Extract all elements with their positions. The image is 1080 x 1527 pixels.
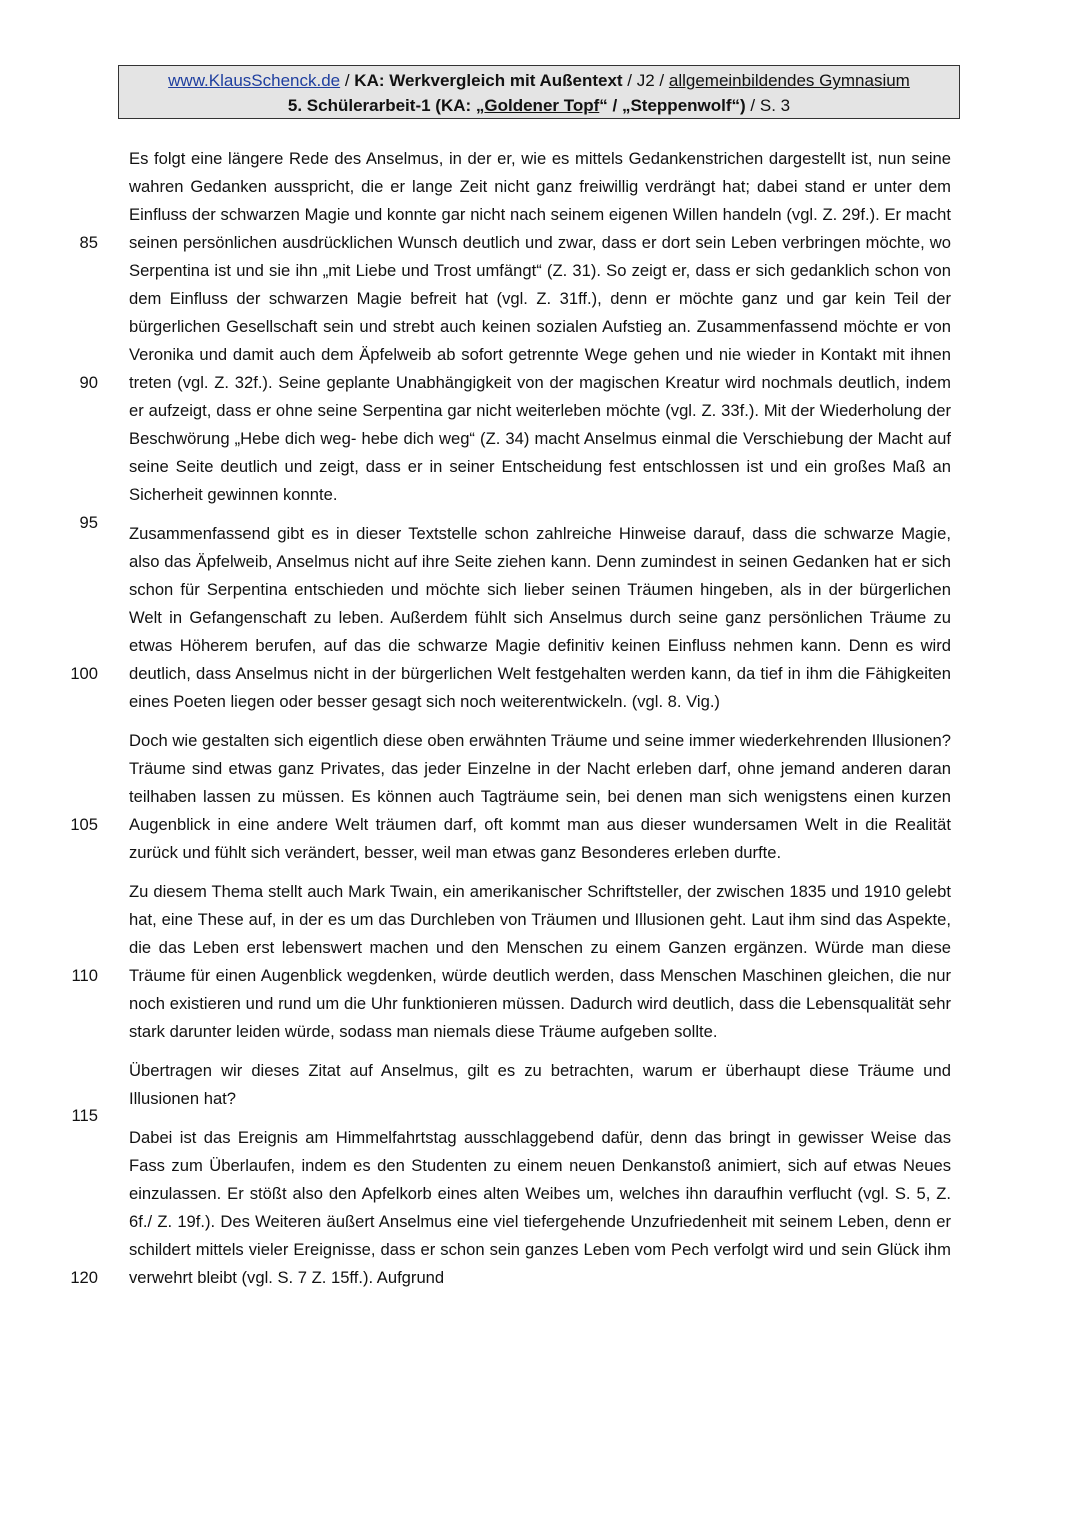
header-separator: / xyxy=(340,71,355,90)
line-number: 120 xyxy=(70,1268,98,1287)
document-header xyxy=(118,65,960,119)
paragraph: Es folgt eine längere Rede des Anselmus, in der er, wie es mittels Gedankenstrichen dargestellt ist, nun seine wahren Gedanken ausspricht, die er lange Zeit nicht ganz freiwillig verdrängt hat; dabei stand er unter dem Einfluss der schwarzen Magie und konnte gar nicht nach seinem eigenen Willen handeln (vgl. Z. 29f.). Er macht seinen persönlichen ausdrücklichen Wunsch deutlich und zwar, dass er dort sein Leben verbringen möchte, wo Serpentina ist und sie ihn „mit Liebe und Trost umfängt“ (Z. 31). So zeigt er, dass er sich gedanklich schon von dem Einfluss der schwarzen Magie befreit hat (vgl. Z. 31ff.), denn er möchte ganz und gar kein Teil der bürgerlichen Gesellschaft sein und strebt auch keinen sozialen Aufstieg an. Zusammenfassend möchte er von Veronika und damit auch dem Äpfelweib ab sofort getrennte Wege gehen und nie wieder in Kontakt mit ihnen treten (vgl. Z. 32f.). Seine geplante Unabhängigkeit von der magischen Kreatur wird nochmals deutlich, indem er aufzeigt, dass er ohne seine Serpentina gar nicht weiterleben möchte (vgl. Z. 33f.). Mit der Wiederholung der Beschwörung „Hebe dich weg- hebe dich weg“ (Z. 34) macht Anselmus einmal die Verschiebung der Macht auf seine Seite deutlich und zeigt, dass er in seiner Entscheidung fest entschlossen ist und ein großes Maß an Sicherheit gewinnen konnte. xyxy=(129,149,951,504)
header-grade: / J2 / xyxy=(622,71,669,90)
page-number: / S. 3 xyxy=(750,96,791,115)
exam-type-label: KA: Werkvergleich mit Außentext xyxy=(354,71,623,90)
line-number: 85 xyxy=(79,233,98,252)
website-link[interactable]: www.KlausSchenck.de xyxy=(168,71,341,90)
school-type-label: allgemeinbildendes Gymnasium xyxy=(668,71,910,90)
paragraph: Übertragen wir dieses Zitat auf Anselmus, gilt es zu betrachten, warum er überhaupt diese Träume und Illusionen hat? xyxy=(129,1061,951,1108)
line-number: 100 xyxy=(70,664,98,683)
line-number: 105 xyxy=(70,815,98,834)
paragraph: Zusammenfassend gibt es in dieser Textstelle schon zahlreiche Hinweise darauf, dass die schwarze Magie, also das Äpfelweib, Anselmus nicht auf ihre Seite ziehen kann. Denn zumindest in seinen Gedanken hat er sich schon für Serpentina entschieden und möchte sich lieber seinen Träumen hingeben, als in der bürgerlichen Welt in Gefangenschaft zu leben. Außerdem fühlt sich Anselmus durch seine ganz persönlichen Träume zu etwas Höherem berufen, auf das die schwarze Magie definitiv keinen Einfluss nehmen kann. Denn es wird deutlich, dass Anselmus nicht in der bürgerlichen Welt festgehalten werden kann, da tief in ihm die Fähigkeiten eines Poeten liegen oder besser gesagt sich noch weiterentwickeln. (vgl. 8. Vig.) xyxy=(129,524,951,711)
paragraph: Doch wie gestalten sich eigentlich diese oben erwähnten Träume und seine immer wiederkehrenden Illusionen? Träume sind etwas ganz Privates, das jeder Einzelne in der Nacht erleben darf, ohne jemand anderen daran teilhaben lassen zu müssen. Es können auch Tagträume sein, bei denen man sich wenigstens einen kurzen Augenblick in eine andere Welt träumen darf, oft kommt man aus dieser wundersamen Welt in die Realität zurück und fühlt sich verändert, besser, weil man etwas ganz Besonderes erleben durfte. xyxy=(129,731,951,862)
header-work-title: Goldener Topf xyxy=(484,96,600,115)
header-line-2 xyxy=(119,93,959,118)
document-body xyxy=(129,145,951,1303)
paragraph: Dabei ist das Ereignis am Himmelfahrtstag ausschlaggebend dafür, denn das bringt in gewisser Weise das Fass zum Überlaufen, indem es den Studenten zu einem neuen Denkanstoß animiert, sich auf etwas Neues einzulassen. Er stößt also den Apfelkorb eines alten Weibes um, welches ihn daraufhin verflucht (vgl. S. 5, Z. 6f./ Z. 19f.). Des Weiteren äußert Anselmus eine viel tiefergehende Unzufriedenheit mit seinem Leben, denn er schildert mittels vieler Ereignisse, dass er schon sein ganzes Leben vom Pech verfolgt wird und sein Glück ihm verwehrt bleibt (vgl. S. 7 Z. 15ff.). Aufgrund xyxy=(129,1128,951,1287)
header-work-suffix: “ / „Steppenwolf“) xyxy=(599,96,751,115)
line-number: 115 xyxy=(71,1106,98,1125)
line-number: 95 xyxy=(79,513,98,532)
header-work-prefix: 5. Schülerarbeit-1 (KA: „ xyxy=(287,96,485,115)
line-number: 90 xyxy=(79,373,98,392)
header-line-1 xyxy=(119,68,959,93)
line-number: 110 xyxy=(71,966,98,985)
paragraph: Zu diesem Thema stellt auch Mark Twain, ein amerikanischer Schriftsteller, der zwischen 1835 und 1910 gelebt hat, eine These auf, in der es um das Durchleben von Träumen und Illusionen geht. Laut ihm sind das Aspekte, die das Leben erst lebenswert machen und den Menschen zu einem Ganzen ergänzen. Würde man diese Träume für einen Augenblick wegdenken, würde deutlich werden, dass Menschen Maschinen gleichen, die nur noch existieren und rund um die Uhr funktionieren müssen. Dadurch wird deutlich, dass die Lebensqualität sehr stark darunter leiden würde, sodass man niemals diese Träume aufgeben sollte. xyxy=(129,882,951,1041)
